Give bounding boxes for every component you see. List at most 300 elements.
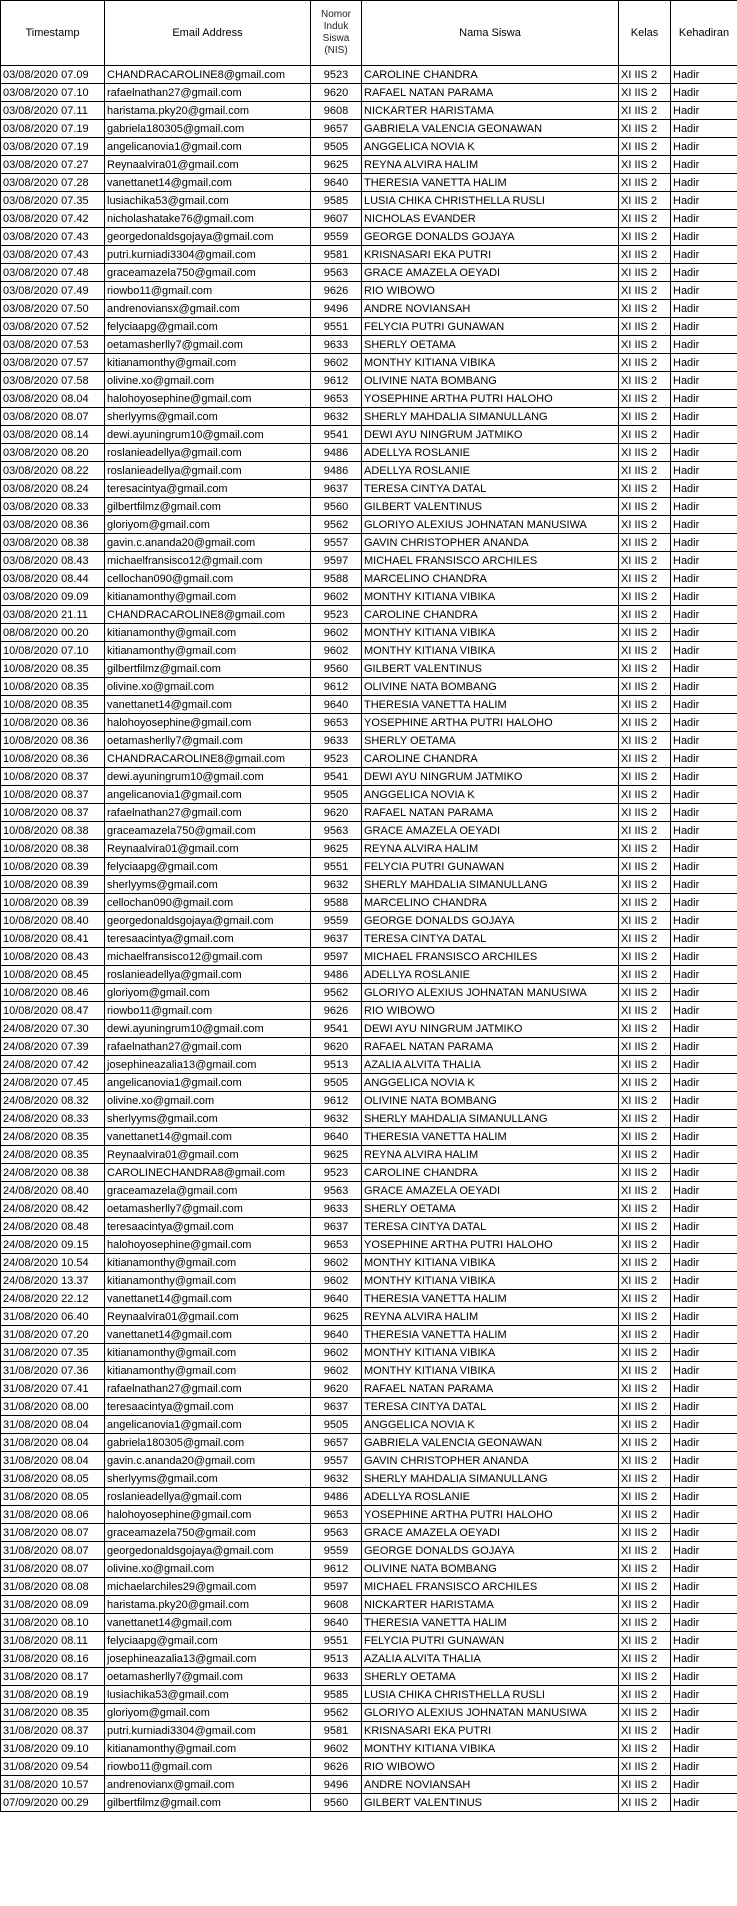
cell-email: Reynaalvira01@gmail.com (105, 1308, 311, 1326)
cell-nis: 9486 (311, 462, 362, 480)
table-row (1, 228, 737, 246)
cell-email: gavin.c.ananda20@gmail.com (105, 534, 311, 552)
cell-email: georgedonaldsgojaya@gmail.com (105, 1542, 311, 1560)
cell-kehadiran: Hadir (671, 714, 737, 732)
cell-email: vanettanet14@gmail.com (105, 1290, 311, 1308)
cell-kelas: XI IIS 2 (619, 1488, 671, 1506)
cell-kehadiran: Hadir (671, 390, 737, 408)
cell-nis: 9632 (311, 408, 362, 426)
cell-nis: 9496 (311, 300, 362, 318)
cell-nama: REYNA ALVIRA HALIM (362, 1146, 619, 1164)
cell-kehadiran: Hadir (671, 66, 737, 84)
cell-timestamp: 03/08/2020 08.33 (1, 498, 105, 516)
cell-nis: 9602 (311, 588, 362, 606)
table-row (1, 1560, 737, 1578)
table-row (1, 1056, 737, 1074)
cell-nis: 9486 (311, 966, 362, 984)
cell-kehadiran: Hadir (671, 1506, 737, 1524)
cell-email: halohoyosephine@gmail.com (105, 390, 311, 408)
cell-kelas: XI IIS 2 (619, 858, 671, 876)
cell-nama: ANDRE NOVIANSAH (362, 1776, 619, 1794)
cell-nama: DEWI AYU NINGRUM JATMIKO (362, 426, 619, 444)
table-row (1, 66, 737, 84)
cell-email: CAROLINECHANDRA8@gmail.com (105, 1164, 311, 1182)
cell-email: kitianamonthy@gmail.com (105, 588, 311, 606)
cell-email: olivine.xo@gmail.com (105, 1092, 311, 1110)
cell-kelas: XI IIS 2 (619, 174, 671, 192)
cell-nama: YOSEPHINE ARTHA PUTRI HALOHO (362, 390, 619, 408)
cell-kelas: XI IIS 2 (619, 606, 671, 624)
cell-email: rafaelnathan27@gmail.com (105, 1380, 311, 1398)
cell-kelas: XI IIS 2 (619, 228, 671, 246)
cell-nama: DEWI AYU NINGRUM JATMIKO (362, 1020, 619, 1038)
cell-timestamp: 10/08/2020 08.41 (1, 930, 105, 948)
table-row (1, 588, 737, 606)
table-row (1, 390, 737, 408)
cell-timestamp: 31/08/2020 08.05 (1, 1470, 105, 1488)
cell-email: andrenovianx@gmail.com (105, 1776, 311, 1794)
cell-kelas: XI IIS 2 (619, 1002, 671, 1020)
cell-email: gilbertfilmz@gmail.com (105, 660, 311, 678)
cell-kelas: XI IIS 2 (619, 1362, 671, 1380)
table-row (1, 1722, 737, 1740)
header-timestamp: Timestamp (1, 1, 105, 66)
cell-timestamp: 31/08/2020 08.07 (1, 1560, 105, 1578)
cell-email: Reynaalvira01@gmail.com (105, 156, 311, 174)
table-row (1, 1668, 737, 1686)
cell-kelas: XI IIS 2 (619, 1092, 671, 1110)
cell-kehadiran: Hadir (671, 894, 737, 912)
cell-timestamp: 24/08/2020 09.15 (1, 1236, 105, 1254)
cell-kelas: XI IIS 2 (619, 264, 671, 282)
cell-kehadiran: Hadir (671, 570, 737, 588)
cell-nis: 9620 (311, 1038, 362, 1056)
cell-nis: 9562 (311, 516, 362, 534)
cell-email: lusiachika53@gmail.com (105, 1686, 311, 1704)
cell-timestamp: 03/08/2020 07.19 (1, 120, 105, 138)
cell-nama: MONTHY KITIANA VIBIKA (362, 354, 619, 372)
cell-timestamp: 03/08/2020 07.42 (1, 210, 105, 228)
cell-nama: GLORIYO ALEXIUS JOHNATAN MANUSIWA (362, 1704, 619, 1722)
cell-nama: THERESIA VANETTA HALIM (362, 696, 619, 714)
cell-nis: 9585 (311, 1686, 362, 1704)
cell-email: dewi.ayuningrum10@gmail.com (105, 426, 311, 444)
table-row (1, 318, 737, 336)
cell-nama: OLIVINE NATA BOMBANG (362, 678, 619, 696)
cell-timestamp: 31/08/2020 08.09 (1, 1596, 105, 1614)
table-row (1, 282, 737, 300)
cell-nis: 9633 (311, 336, 362, 354)
cell-nis: 9588 (311, 570, 362, 588)
table-row (1, 444, 737, 462)
cell-kelas: XI IIS 2 (619, 1110, 671, 1128)
cell-kelas: XI IIS 2 (619, 822, 671, 840)
cell-nis: 9657 (311, 1434, 362, 1452)
cell-kelas: XI IIS 2 (619, 1506, 671, 1524)
table-row (1, 1596, 737, 1614)
cell-nis: 9551 (311, 318, 362, 336)
cell-timestamp: 03/08/2020 08.20 (1, 444, 105, 462)
cell-timestamp: 31/08/2020 10.57 (1, 1776, 105, 1794)
cell-nis: 9602 (311, 354, 362, 372)
header-kelas: Kelas (619, 1, 671, 66)
header-row (1, 1, 737, 66)
table-row (1, 930, 737, 948)
table-row (1, 192, 737, 210)
table-row (1, 1758, 737, 1776)
cell-timestamp: 03/08/2020 08.24 (1, 480, 105, 498)
cell-nis: 9602 (311, 624, 362, 642)
table-row (1, 948, 737, 966)
cell-nama: ADELLYA ROSLANIE (362, 966, 619, 984)
cell-timestamp: 10/08/2020 08.43 (1, 948, 105, 966)
cell-email: olivine.xo@gmail.com (105, 678, 311, 696)
table-row (1, 714, 737, 732)
table-row (1, 570, 737, 588)
cell-kelas: XI IIS 2 (619, 282, 671, 300)
cell-timestamp: 31/08/2020 08.04 (1, 1416, 105, 1434)
cell-timestamp: 03/08/2020 07.43 (1, 246, 105, 264)
cell-kelas: XI IIS 2 (619, 390, 671, 408)
cell-email: putri.kurniadi3304@gmail.com (105, 246, 311, 264)
cell-nis: 9523 (311, 66, 362, 84)
cell-nis: 9505 (311, 1416, 362, 1434)
cell-nis: 9637 (311, 480, 362, 498)
cell-nis: 9626 (311, 1002, 362, 1020)
cell-nama: RAFAEL NATAN PARAMA (362, 1380, 619, 1398)
cell-timestamp: 31/08/2020 08.35 (1, 1704, 105, 1722)
cell-email: graceamazela750@gmail.com (105, 264, 311, 282)
cell-nis: 9557 (311, 534, 362, 552)
cell-timestamp: 03/08/2020 08.43 (1, 552, 105, 570)
cell-kehadiran: Hadir (671, 966, 737, 984)
cell-nis: 9560 (311, 1794, 362, 1812)
cell-email: riowbo11@gmail.com (105, 282, 311, 300)
cell-nis: 9637 (311, 1398, 362, 1416)
cell-kehadiran: Hadir (671, 1704, 737, 1722)
cell-nis: 9640 (311, 174, 362, 192)
cell-nis: 9505 (311, 138, 362, 156)
cell-email: oetamasherlly7@gmail.com (105, 732, 311, 750)
cell-kelas: XI IIS 2 (619, 552, 671, 570)
cell-kelas: XI IIS 2 (619, 1560, 671, 1578)
table-row (1, 1362, 737, 1380)
cell-kehadiran: Hadir (671, 858, 737, 876)
cell-timestamp: 10/08/2020 08.45 (1, 966, 105, 984)
cell-nama: YOSEPHINE ARTHA PUTRI HALOHO (362, 1236, 619, 1254)
cell-email: teresaacintya@gmail.com (105, 930, 311, 948)
cell-email: dewi.ayuningrum10@gmail.com (105, 1020, 311, 1038)
cell-nama: YOSEPHINE ARTHA PUTRI HALOHO (362, 714, 619, 732)
cell-kelas: XI IIS 2 (619, 1398, 671, 1416)
cell-email: roslanieadellya@gmail.com (105, 462, 311, 480)
cell-kehadiran: Hadir (671, 102, 737, 120)
cell-nama: MONTHY KITIANA VIBIKA (362, 624, 619, 642)
cell-kehadiran: Hadir (671, 696, 737, 714)
table-row (1, 732, 737, 750)
table-row (1, 1704, 737, 1722)
cell-kelas: XI IIS 2 (619, 732, 671, 750)
cell-nis: 9486 (311, 1488, 362, 1506)
cell-kehadiran: Hadir (671, 408, 737, 426)
cell-nama: FELYCIA PUTRI GUNAWAN (362, 858, 619, 876)
cell-timestamp: 31/08/2020 09.54 (1, 1758, 105, 1776)
cell-nama: OLIVINE NATA BOMBANG (362, 372, 619, 390)
cell-email: graceamazela@gmail.com (105, 1182, 311, 1200)
cell-kehadiran: Hadir (671, 678, 737, 696)
cell-timestamp: 10/08/2020 08.36 (1, 732, 105, 750)
cell-email: andrenoviansx@gmail.com (105, 300, 311, 318)
cell-nama: GRACE AMAZELA OEYADI (362, 822, 619, 840)
cell-kelas: XI IIS 2 (619, 480, 671, 498)
cell-kehadiran: Hadir (671, 822, 737, 840)
cell-email: nicholashatake76@gmail.com (105, 210, 311, 228)
table-row (1, 1128, 737, 1146)
cell-kelas: XI IIS 2 (619, 1578, 671, 1596)
cell-email: vanettanet14@gmail.com (105, 696, 311, 714)
cell-nama: GLORIYO ALEXIUS JOHNATAN MANUSIWA (362, 516, 619, 534)
cell-nis: 9637 (311, 1218, 362, 1236)
table-row (1, 1398, 737, 1416)
cell-kehadiran: Hadir (671, 750, 737, 768)
cell-kelas: XI IIS 2 (619, 408, 671, 426)
cell-nis: 9597 (311, 1578, 362, 1596)
cell-timestamp: 31/08/2020 08.06 (1, 1506, 105, 1524)
cell-kehadiran: Hadir (671, 192, 737, 210)
cell-email: michaelfransisco12@gmail.com (105, 552, 311, 570)
cell-email: roslanieadellya@gmail.com (105, 444, 311, 462)
cell-email: teresaacintya@gmail.com (105, 1398, 311, 1416)
cell-kehadiran: Hadir (671, 1776, 737, 1794)
cell-nis: 9632 (311, 1470, 362, 1488)
cell-kelas: XI IIS 2 (619, 1596, 671, 1614)
cell-timestamp: 31/08/2020 09.10 (1, 1740, 105, 1758)
cell-kehadiran: Hadir (671, 480, 737, 498)
cell-kehadiran: Hadir (671, 264, 737, 282)
cell-timestamp: 10/08/2020 08.37 (1, 786, 105, 804)
cell-timestamp: 31/08/2020 08.08 (1, 1578, 105, 1596)
cell-timestamp: 10/08/2020 08.47 (1, 1002, 105, 1020)
cell-kehadiran: Hadir (671, 336, 737, 354)
cell-nis: 9612 (311, 678, 362, 696)
cell-kelas: XI IIS 2 (619, 588, 671, 606)
cell-nama: ANGGELICA NOVIA K (362, 786, 619, 804)
cell-email: felyciaapg@gmail.com (105, 858, 311, 876)
cell-kelas: XI IIS 2 (619, 1326, 671, 1344)
cell-email: sherlyyms@gmail.com (105, 1110, 311, 1128)
cell-nama: MARCELINO CHANDRA (362, 894, 619, 912)
cell-kelas: XI IIS 2 (619, 714, 671, 732)
cell-nis: 9620 (311, 804, 362, 822)
cell-nama: RIO WIBOWO (362, 282, 619, 300)
table-row (1, 1326, 737, 1344)
cell-kelas: XI IIS 2 (619, 1236, 671, 1254)
table-row (1, 84, 737, 102)
cell-kelas: XI IIS 2 (619, 1740, 671, 1758)
cell-email: angelicanovia1@gmail.com (105, 786, 311, 804)
cell-kelas: XI IIS 2 (619, 1452, 671, 1470)
cell-email: halohoyosephine@gmail.com (105, 1236, 311, 1254)
cell-email: riowbo11@gmail.com (105, 1758, 311, 1776)
cell-kehadiran: Hadir (671, 1578, 737, 1596)
cell-kelas: XI IIS 2 (619, 966, 671, 984)
cell-nis: 9620 (311, 1380, 362, 1398)
cell-nis: 9653 (311, 1236, 362, 1254)
cell-kehadiran: Hadir (671, 1308, 737, 1326)
cell-timestamp: 03/08/2020 08.38 (1, 534, 105, 552)
cell-email: felyciaapg@gmail.com (105, 1632, 311, 1650)
cell-nama: LUSIA CHIKA CHRISTHELLA RUSLI (362, 1686, 619, 1704)
cell-timestamp: 03/08/2020 07.19 (1, 138, 105, 156)
cell-email: gloriyom@gmail.com (105, 516, 311, 534)
cell-nama: THERESIA VANETTA HALIM (362, 1614, 619, 1632)
table-row (1, 102, 737, 120)
cell-nama: ANGGELICA NOVIA K (362, 1416, 619, 1434)
table-row (1, 354, 737, 372)
cell-nis: 9640 (311, 1326, 362, 1344)
cell-timestamp: 31/08/2020 07.35 (1, 1344, 105, 1362)
cell-nama: THERESIA VANETTA HALIM (362, 1290, 619, 1308)
cell-nis: 9563 (311, 1524, 362, 1542)
cell-kehadiran: Hadir (671, 1488, 737, 1506)
cell-kelas: XI IIS 2 (619, 318, 671, 336)
cell-kehadiran: Hadir (671, 1740, 737, 1758)
cell-email: angelicanovia1@gmail.com (105, 138, 311, 156)
cell-nis: 9559 (311, 228, 362, 246)
cell-kehadiran: Hadir (671, 462, 737, 480)
cell-email: michaelarchiles29@gmail.com (105, 1578, 311, 1596)
cell-email: kitianamonthy@gmail.com (105, 1344, 311, 1362)
table-row (1, 1182, 737, 1200)
cell-kehadiran: Hadir (671, 1380, 737, 1398)
cell-nis: 9653 (311, 714, 362, 732)
cell-timestamp: 03/08/2020 07.27 (1, 156, 105, 174)
cell-email: vanettanet14@gmail.com (105, 1614, 311, 1632)
table-row (1, 1344, 737, 1362)
cell-timestamp: 03/08/2020 07.11 (1, 102, 105, 120)
cell-nis: 9653 (311, 390, 362, 408)
cell-email: kitianamonthy@gmail.com (105, 1362, 311, 1380)
table-row (1, 624, 737, 642)
cell-kelas: XI IIS 2 (619, 1218, 671, 1236)
cell-email: roslanieadellya@gmail.com (105, 966, 311, 984)
cell-kehadiran: Hadir (671, 1002, 737, 1020)
table-row (1, 534, 737, 552)
table-row (1, 1218, 737, 1236)
table-row (1, 1290, 737, 1308)
cell-timestamp: 03/08/2020 07.43 (1, 228, 105, 246)
cell-timestamp: 03/08/2020 09.09 (1, 588, 105, 606)
cell-nis: 9633 (311, 1200, 362, 1218)
cell-nis: 9581 (311, 1722, 362, 1740)
cell-kehadiran: Hadir (671, 948, 737, 966)
cell-email: lusiachika53@gmail.com (105, 192, 311, 210)
cell-nama: GAVIN CHRISTOPHER ANANDA (362, 534, 619, 552)
cell-kelas: XI IIS 2 (619, 300, 671, 318)
cell-kehadiran: Hadir (671, 1290, 737, 1308)
table-row (1, 462, 737, 480)
cell-nama: YOSEPHINE ARTHA PUTRI HALOHO (362, 1506, 619, 1524)
table-row (1, 768, 737, 786)
cell-nis: 9486 (311, 444, 362, 462)
table-row (1, 1524, 737, 1542)
cell-timestamp: 24/08/2020 08.40 (1, 1182, 105, 1200)
cell-email: dewi.ayuningrum10@gmail.com (105, 768, 311, 786)
cell-kelas: XI IIS 2 (619, 786, 671, 804)
cell-nis: 9541 (311, 426, 362, 444)
cell-nis: 9640 (311, 1128, 362, 1146)
table-row (1, 984, 737, 1002)
cell-nama: CAROLINE CHANDRA (362, 606, 619, 624)
cell-nama: AZALIA ALVITA THALIA (362, 1056, 619, 1074)
cell-nis: 9626 (311, 282, 362, 300)
cell-nama: ANGGELICA NOVIA K (362, 138, 619, 156)
cell-nama: OLIVINE NATA BOMBANG (362, 1560, 619, 1578)
cell-nis: 9496 (311, 1776, 362, 1794)
table-row (1, 426, 737, 444)
cell-kehadiran: Hadir (671, 1128, 737, 1146)
cell-nama: SHERLY OETAMA (362, 336, 619, 354)
cell-nis: 9640 (311, 1614, 362, 1632)
cell-kehadiran: Hadir (671, 660, 737, 678)
cell-nis: 9523 (311, 1164, 362, 1182)
cell-kehadiran: Hadir (671, 138, 737, 156)
cell-email: putri.kurniadi3304@gmail.com (105, 1722, 311, 1740)
cell-nama: MONTHY KITIANA VIBIKA (362, 1272, 619, 1290)
table-row (1, 156, 737, 174)
cell-nis: 9602 (311, 1740, 362, 1758)
cell-nama: GEORGE DONALDS GOJAYA (362, 912, 619, 930)
cell-kehadiran: Hadir (671, 840, 737, 858)
cell-kehadiran: Hadir (671, 1722, 737, 1740)
table-row (1, 1632, 737, 1650)
cell-timestamp: 31/08/2020 07.36 (1, 1362, 105, 1380)
cell-kelas: XI IIS 2 (619, 660, 671, 678)
cell-email: cellochan090@gmail.com (105, 894, 311, 912)
cell-nis: 9505 (311, 786, 362, 804)
cell-nis: 9559 (311, 912, 362, 930)
cell-timestamp: 03/08/2020 07.49 (1, 282, 105, 300)
cell-kehadiran: Hadir (671, 552, 737, 570)
cell-timestamp: 03/08/2020 07.10 (1, 84, 105, 102)
cell-kelas: XI IIS 2 (619, 1722, 671, 1740)
table-row (1, 696, 737, 714)
table-row (1, 1740, 737, 1758)
cell-nis: 9653 (311, 1506, 362, 1524)
cell-kehadiran: Hadir (671, 1020, 737, 1038)
cell-email: CHANDRACAROLINE8@gmail.com (105, 66, 311, 84)
cell-nama: SHERLY OETAMA (362, 1668, 619, 1686)
cell-nama: RIO WIBOWO (362, 1002, 619, 1020)
cell-kehadiran: Hadir (671, 930, 737, 948)
cell-email: gloriyom@gmail.com (105, 984, 311, 1002)
cell-kelas: XI IIS 2 (619, 1686, 671, 1704)
cell-timestamp: 10/08/2020 08.35 (1, 696, 105, 714)
table-row (1, 858, 737, 876)
cell-kelas: XI IIS 2 (619, 1308, 671, 1326)
cell-timestamp: 03/08/2020 07.57 (1, 354, 105, 372)
cell-timestamp: 31/08/2020 08.19 (1, 1686, 105, 1704)
cell-nama: THERESIA VANETTA HALIM (362, 174, 619, 192)
table-row (1, 1416, 737, 1434)
cell-nis: 9608 (311, 102, 362, 120)
table-row (1, 1614, 737, 1632)
cell-nis: 9657 (311, 120, 362, 138)
cell-nama: ANGGELICA NOVIA K (362, 1074, 619, 1092)
cell-kelas: XI IIS 2 (619, 372, 671, 390)
cell-timestamp: 24/08/2020 08.35 (1, 1146, 105, 1164)
cell-email: kitianamonthy@gmail.com (105, 1254, 311, 1272)
